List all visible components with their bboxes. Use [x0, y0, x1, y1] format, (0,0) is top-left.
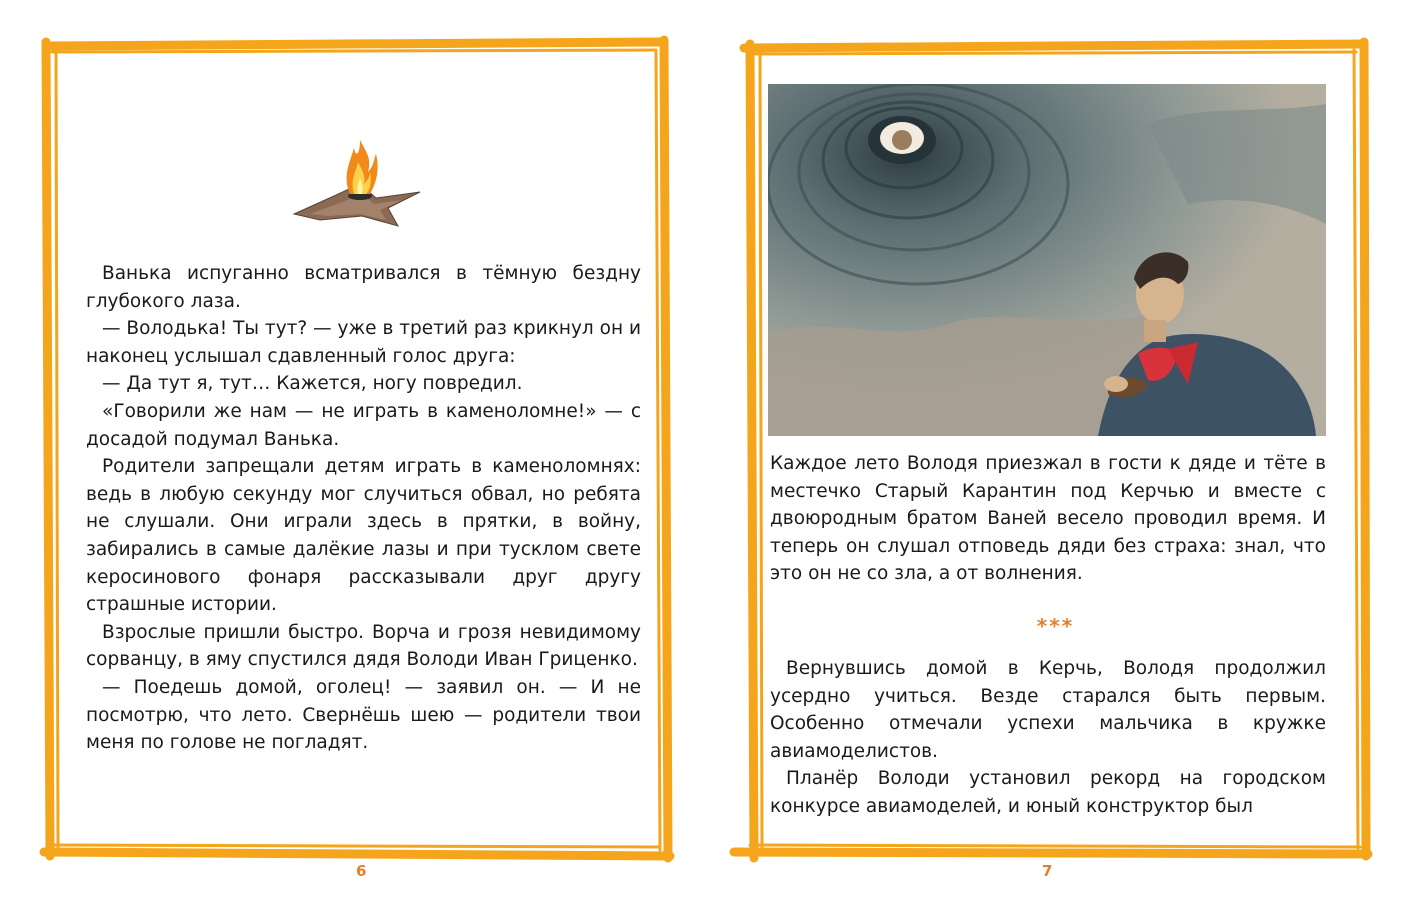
paragraph: — Володька! Ты тут? — уже в третий раз крикнул он и наконец услышал сдавленный голос друга: [86, 318, 641, 367]
right-page-text-top [770, 450, 1326, 588]
page-number: 7 [1042, 862, 1053, 880]
quarry-boy-illustration [768, 84, 1326, 436]
section-separator: *** [1036, 614, 1075, 638]
paragraph: Ванька испуганно всматривался в тёмную бездну глубокого лаза. [86, 263, 641, 312]
paragraph: Планёр Володи установил рекорд на городском конкурсе авиамоделей, и юный конструктор был [770, 768, 1326, 817]
right-page-text-bottom [770, 655, 1326, 821]
page-number: 6 [356, 862, 367, 880]
eternal-flame-star-icon [290, 118, 430, 230]
paragraph: Родители запрещали детям играть в каменоломнях: ведь в любую секунду мог случиться обвал, но ребята не слушали. Они играли здесь в прятки, в войну, забирались в самые далёкие лазы и при тусклом свете керосинового фонаря рассказывали друг другу страшные истории. [86, 456, 641, 616]
paragraph: Каждое лето Володя приезжал в гости к дяде и тёте в местечко Старый Карантин под Керчью и вместе с двоюродным братом Ваней весело проводил время. И теперь он слушал отповедь дяди без страха: знал, что это он не со зла, а от волнения. [770, 453, 1326, 585]
paragraph: Взрослые пришли быстро. Ворча и грозя невидимому сорванцу, в яму спустился дядя Володи Иван Гриценко. [86, 621, 641, 671]
left-page [0, 0, 703, 900]
paragraph: «Говорили же нам — не играть в каменоломне!» — с досадой подумал Ванька. [86, 400, 641, 450]
right-page [704, 0, 1407, 900]
paragraph: — Да тут я, тут… Кажется, ногу повредил. [102, 373, 523, 395]
paragraph: Вернувшись домой в Керчь, Володя продолжил усердно учиться. Везде старался быть первым. Особенно отмечали успехи мальчика в кружке авиамоделистов. [770, 658, 1326, 762]
paragraph: — Поедешь домой, оголец! — заявил он. — И не посмотрю, что лето. Свернёшь шею — родители твои меня по голове не погладят. [86, 676, 641, 754]
left-page-text [86, 260, 641, 757]
